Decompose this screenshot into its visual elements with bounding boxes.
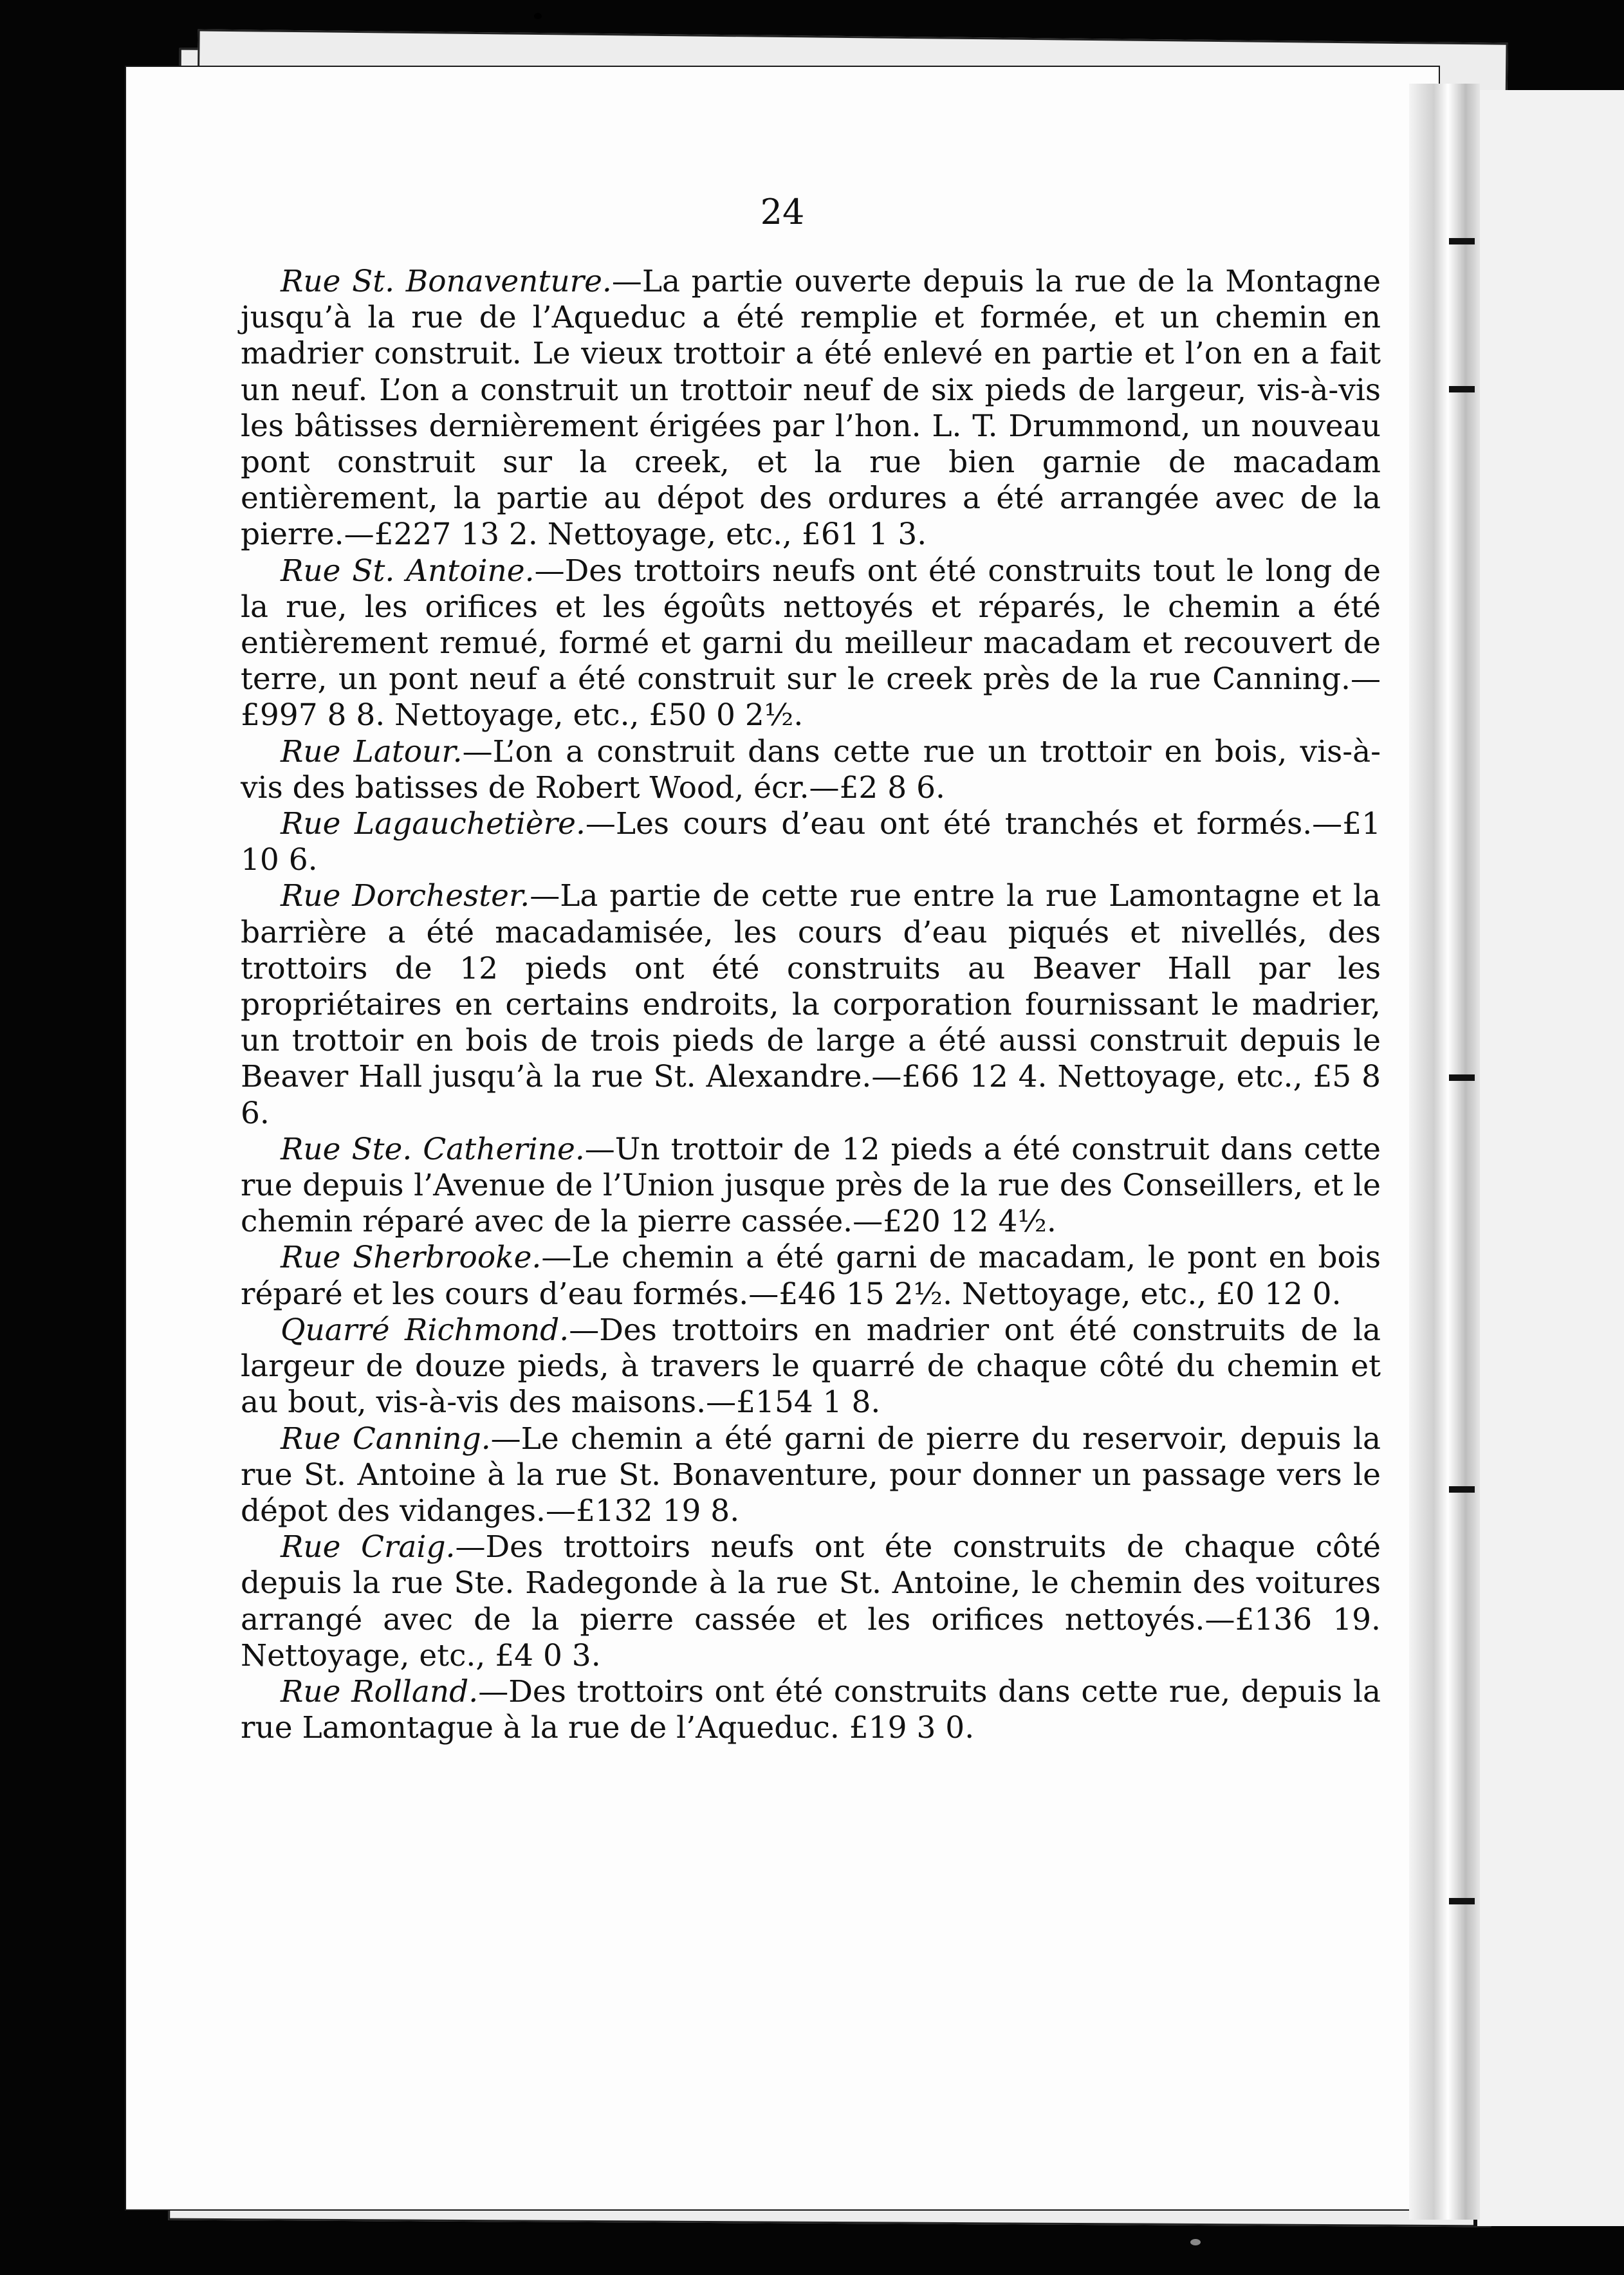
entry-text: —La partie ouverte depuis la rue de la Montagne jusqu’à la rue de l’Aqueduc a été remplie et formée, et un chemin en madrier construit. Le vieux trottoir a été enlevé en partie et l’on en a fait un neuf. L’on a construit un trottoir neuf de six pieds de largeur, vis-à-vis les bâtisses dernièrement érigées par l’hon. L. T. Drummond, un nouveau pont construit sur la creek, et la rue bien garnie de macadam entièrement, la partie au dépot des ordures a été arrangée avec de la pierre.—£227 13 2. Nettoyage, etc., £61 1 3. — [241, 264, 1381, 553]
binding-clip — [1449, 238, 1475, 244]
dust-speck — [534, 13, 542, 19]
street-name: Rue Canning. — [281, 1421, 491, 1457]
entry-paragraph — [241, 1132, 1381, 1240]
page-number: 24 — [760, 192, 805, 232]
binding-clip — [1449, 1486, 1475, 1493]
street-name: Quarré Richmond. — [281, 1312, 569, 1348]
entry-text: —Le chemin a été garni de macadam, le pont en bois réparé et les cours d’eau formés.—£46 15 2½. Nettoyage, etc., £0 12 0. — [241, 1240, 1381, 1312]
entry-text: —La partie de cette rue entre la rue Lamontagne et la barrière a été macadamisée, les cours d’eau piqués et nivellés, des trottoirs de 12 pieds ont été construits au Beaver Hall par les propriétaires en certains endroits, la corporation fournissant le madrier, un trottoir en bois de trois pieds de large a été aussi construit depuis le Beaver Hall jusqu’à la rue St. Alexandre.—£66 12 4. Nettoyage, etc., £5 8 6. — [241, 878, 1381, 1131]
street-name: Rue Lagauchetière. — [281, 806, 586, 842]
entry-paragraph — [241, 734, 1381, 806]
dust-speck — [1190, 2239, 1201, 2245]
street-name: Rue Sherbrooke. — [281, 1240, 542, 1276]
book-page — [126, 67, 1439, 2209]
entry-text: —Des trottoirs en madrier ont été construits de la largeur de douze pieds, à travers le quarré de chaque côté du chemin et au bout, vis-à-vis des maisons.—£154 1 8. — [241, 1312, 1381, 1421]
entry-paragraph — [241, 553, 1381, 734]
entry-text: —Les cours d’eau ont été tranchés et formés.—£1 10 6. — [241, 806, 1381, 878]
street-name: Rue Ste. Catherine. — [281, 1131, 585, 1167]
book-binding — [1409, 84, 1480, 2220]
street-name: Rue St. Bonaventure. — [281, 264, 612, 299]
street-name: Rue Craig. — [281, 1529, 456, 1565]
facing-page — [1473, 90, 1624, 2226]
entry-text: —L’on a construit dans cette rue un trottoir en bois, vis-à-vis des batisses de Robert Wood, écr.—£2 8 6. — [241, 733, 1381, 806]
entry-paragraph — [241, 1312, 1381, 1421]
entry-text: —Le chemin a été garni de pierre du reservoir, depuis la rue St. Antoine à la rue St. Bonaventure, pour donner un passage vers le dépot des vidanges.—£132 19 8. — [241, 1421, 1381, 1529]
entry-text: —Des trottoirs ont été construits dans cette rue, depuis la rue Lamontague à la rue de l’Aqueduc. £19 3 0. — [241, 1673, 1381, 1746]
street-name: Rue Rolland. — [281, 1673, 479, 1709]
street-name: Rue St. Antoine. — [281, 553, 535, 589]
entry-paragraph — [241, 1421, 1381, 1530]
entry-text: —Des trottoirs neufs ont été construits tout le long de la rue, les orifices et les égoûts nettoyés et réparés, le chemin a été entièrement remué, formé et garni du meilleur macadam et recouvert de terre, un pont neuf a été construit sur le creek près de la rue Canning.—£997 8 8. Nettoyage, etc., £50 0 2½. — [241, 553, 1381, 733]
entry-paragraph — [241, 264, 1381, 553]
binding-clip — [1449, 1898, 1475, 1904]
entry-paragraph — [241, 878, 1381, 1131]
entry-text: —Un trottoir de 12 pieds a été construit dans cette rue depuis l’Avenue de l’Union jusque près de la rue des Conseillers, et le chemin réparé avec de la pierre cassée.—£20 12 4½. — [241, 1131, 1381, 1240]
entry-paragraph — [241, 1240, 1381, 1312]
page-body — [241, 264, 1381, 1746]
street-name: Rue Dorchester. — [281, 878, 530, 914]
entry-paragraph — [241, 806, 1381, 878]
street-name: Rue Latour. — [281, 733, 463, 769]
entry-paragraph — [241, 1674, 1381, 1746]
binding-clip — [1449, 386, 1475, 392]
binding-clip — [1449, 1074, 1475, 1081]
entry-paragraph — [241, 1529, 1381, 1674]
entry-text: —Des trottoirs neufs ont éte construits de chaque côté depuis la rue Ste. Radegonde à la rue St. Antoine, le chemin des voitures arrangé avec de la pierre cassée et les orifices nettoyés.—£136 19. Nettoyage, etc., £4 0 3. — [241, 1529, 1381, 1673]
